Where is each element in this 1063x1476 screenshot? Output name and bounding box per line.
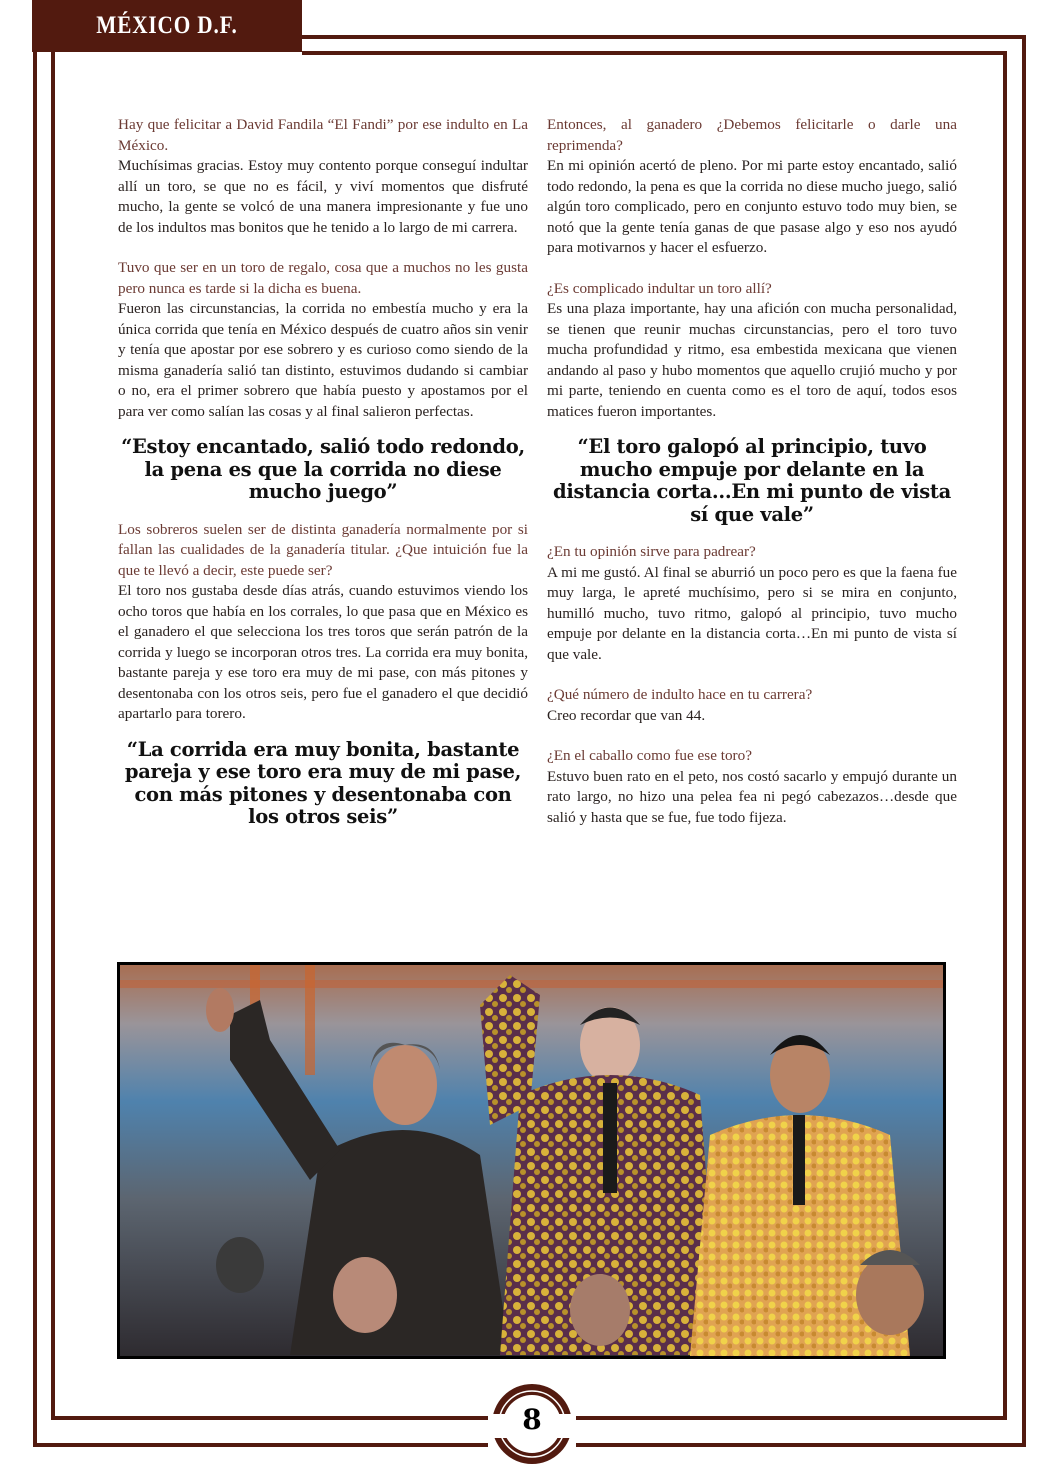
inner-frame-bottom-right: [576, 1416, 1007, 1420]
inner-frame-top: [302, 51, 1007, 55]
outer-frame-right: [1022, 35, 1026, 1447]
outer-frame-bottom-left: [33, 1443, 488, 1447]
answer-1: Muchísimas gracias. Estoy muy contento porque conseguí indultar allí un toro, se que no es fácil, y viví momentos que disfruté mucho, la gente se volcó de una manera impresionante y fue uno de los indultos mas bonitos que he tenido a lo largo de mi carrera.: [118, 157, 528, 236]
outer-frame-bottom-right: [576, 1443, 1026, 1447]
answer-7: Creo recordar que van 44.: [547, 706, 706, 724]
pull-quote-3: “El toro galopó al principio, tuvo mucho empuje por delante en la distancia corta...En mi punto de vista sí que vale”: [553, 435, 951, 526]
question-1: Hay que felicitar a David Fandila “El Fandi” por ese indulto en La México.: [118, 116, 528, 154]
outer-frame-top: [302, 35, 1026, 39]
question-2: Tuvo que ser en un toro de regalo, cosa que a muchos no les gusta pero nunca es tarde si la dicha es buena.: [118, 259, 528, 297]
bullfighters-photo: [117, 962, 946, 1359]
photo-illustration: [120, 965, 943, 1356]
question-6: ¿En tu opinión sirve para padrear?: [547, 543, 756, 560]
answer-4: En mi opinión acertó de pleno. Por mi parte estoy encantado, salió todo redondo, la pena es que la corrida no diese mucho juego, salió algún toro complicado, pero en conjunto estuvo todo muy bien, se notó que la gente tenía ganas de que pasase algo y eso nos ayudó para motivarnos y hacer el esfuerzo.: [547, 157, 957, 256]
page-number: 8: [522, 1403, 542, 1436]
man-face: [373, 1045, 437, 1125]
right-column: [547, 115, 957, 828]
section-header-tab: [32, 0, 302, 52]
answer-8: Estuvo buen rato en el peto, nos costó sacarlo y empujó durante un rato largo, no hizo una pelea fea ni pegó cabezazos…desde que salió y hasta que se fue, fue todo fijeza.: [547, 767, 957, 826]
left-column: [118, 115, 528, 845]
answer-6: A mi me gustó. Al final se aburrió un poco pero es que la faena fue muy larga, le apreté muchísimo, pero si se mira en conjunto, humilló mucho, tuvo ritmo, galopó al principio, tuvo mucho empuje por delante en la distancia corta…En mi punto de vista sí que vale.: [547, 563, 957, 663]
question-3: Los sobreros suelen ser de distinta ganadería normalmente por si fallan las cualidades de la ganadería titular. ¿Que intuición fue la que te llevó a decir, este puede ser?: [118, 520, 528, 579]
answer-3: El toro nos gustaba desde días atrás, cuando estuvimos viendo los ocho toros que había en los corrales, lo que pasa que en México es el ganadero el que selecciona los tres toros que serán patrón de la corrida y luego se incorporan otros tres. La corrida era muy bonita, bastante pareja y ese toro era muy de mi pase, con más pitones y desentonaba con los otros seis, pero fue el ganadero el que decidió apartarlo para torero.: [118, 582, 528, 722]
question-7: ¿Qué número de indulto hace en tu carrera?: [547, 686, 813, 703]
question-8: ¿En el caballo como fue ese toro?: [547, 747, 752, 764]
question-4: Entonces, al ganadero ¿Debemos felicitarle o darle una reprimenda?: [547, 116, 957, 154]
answer-5: Es una plaza importante, hay una afición con mucha personalidad, se tienen que reunir muchas circunstancias, pero el toro tuvo mucha profundidad y ritmo, esa embestida mexicana que vienen andando al paso y hubo momentos que aquello crujió mucho y por mi parte, teniendo en cuenta como es el toro de aquí, todos esos matices fueron importantes.: [547, 300, 957, 420]
inner-frame-right: [1003, 51, 1007, 1420]
pull-quote-1: “Estoy encantado, salió todo redondo, la pena es que la corrida no diese mucho juego”: [121, 435, 525, 503]
inner-frame-left: [51, 52, 55, 1420]
outer-frame-left: [33, 52, 37, 1447]
pull-quote-2: “La corrida era muy bonita, bastante pareja y ese toro era muy de mi pase, con más pitones y desentonaba con los otros seis”: [124, 737, 522, 828]
inner-frame-bottom-left: [51, 1416, 488, 1420]
question-5: ¿Es complicado indultar un toro allí?: [547, 279, 772, 297]
section-title: MÉXICO D.F.: [96, 12, 238, 39]
answer-2: Fueron las circunstancias, la corrida no embestía mucho y era la única corrida que tenía en México después de cuatro años sin venir y tenía que apostar por ese sobrero y es curioso como siendo de la misma ganadería salió tan distinto, estuvimos dudando si cambiar o no, era el primer sobrero que había puesto y apostamos por el para ver como salían las cosas y al final salieron perfectas.: [118, 300, 528, 420]
